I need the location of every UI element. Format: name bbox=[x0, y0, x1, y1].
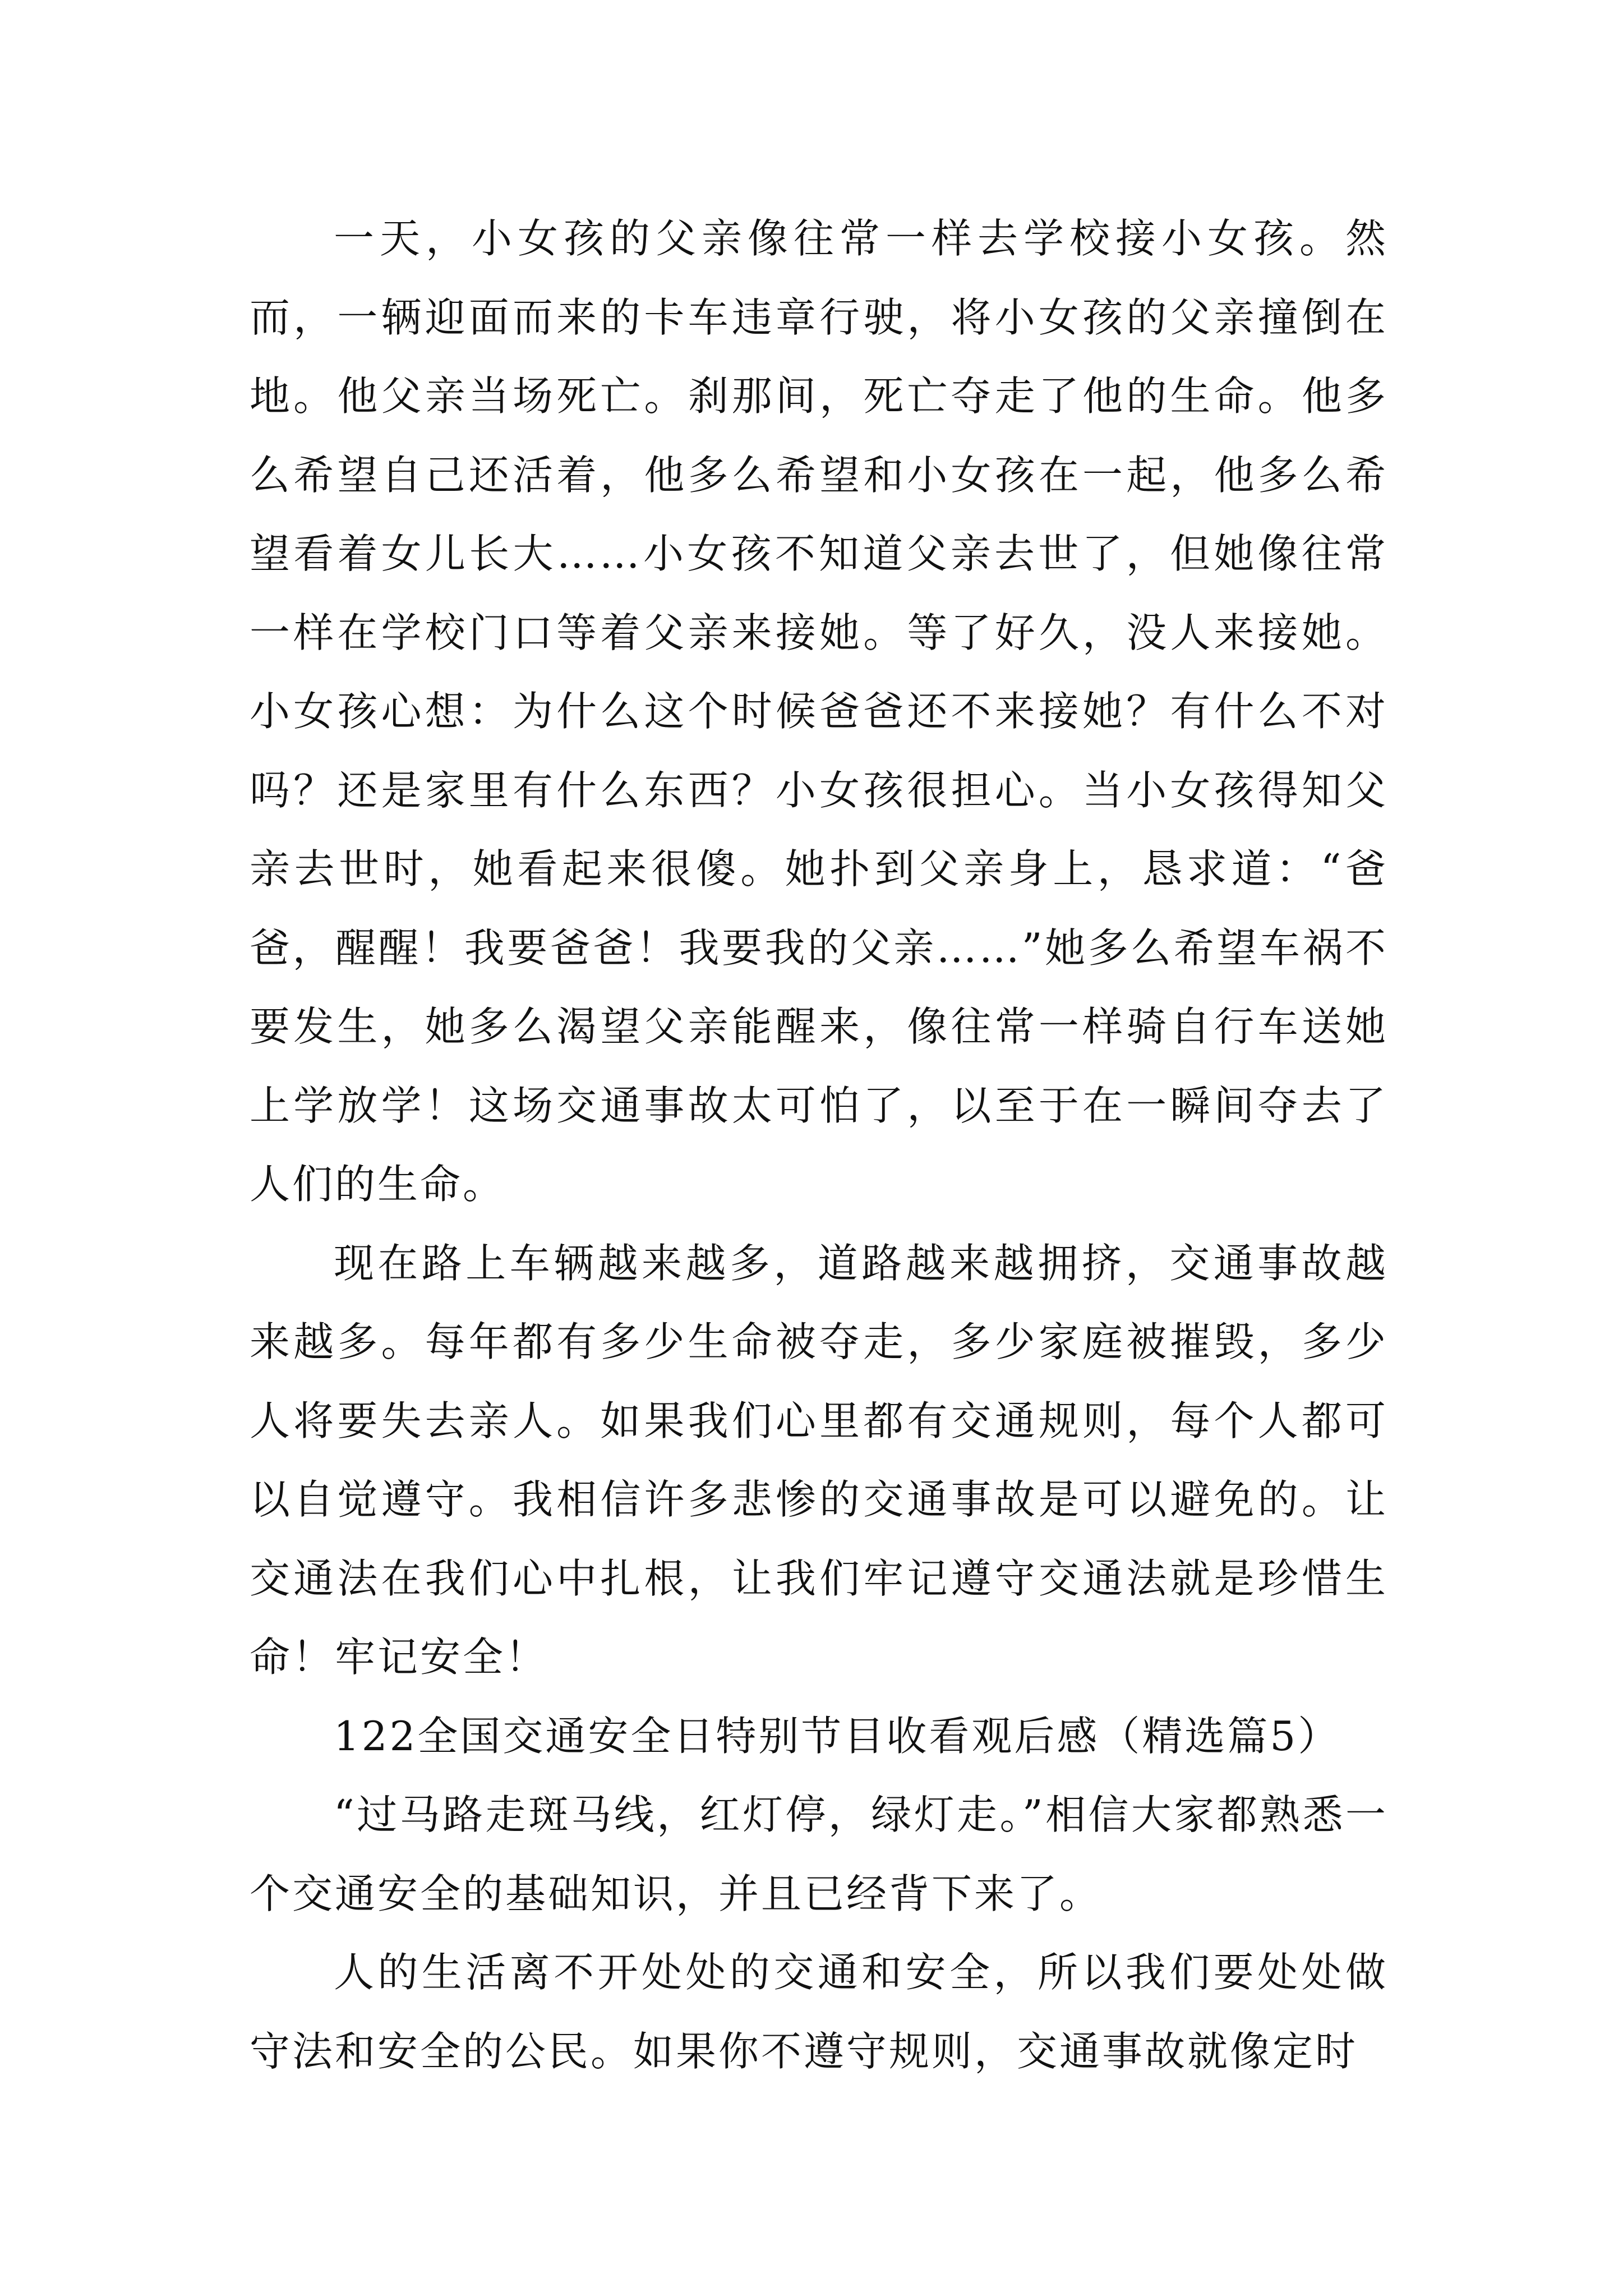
document-body bbox=[250, 199, 1388, 2091]
section-heading: 122全国交通安全日特别节目收看观后感（精选篇5） bbox=[334, 1712, 1341, 1760]
paragraph-accident-story: 一天，小女孩的父亲像往常一样去学校接小女孩。然而，一辆迎面而来的卡车违章行驶，将小女孩的父亲撞倒在地。他父亲当场死亡。刹那间，死亡夺走了他的生命。他多么希望自己还活着，他多么希望和小女孩在一起，他多么希望看着女儿长大……小女孩不知道父亲去世了，但她像往常一样在学校门口等着父亲来接她。等了好久，没人来接她。小女孩心想：为什么这个时候爸爸还不来接她？有什么不对吗？还是家里有什么东西？小女孩很担心。当小女孩得知父亲去世时，她看起来很傻。她扑到父亲身上，恳求道：“爸爸，醒醒！我要爸爸！我要我的父亲……”她多么希望车祸不要发生，她多么渴望父亲能醒来，像往常一样骑自行车送她上学放学！这场交通事故太可怕了，以至于在一瞬间夺去了人们的生命。 bbox=[250, 215, 1388, 1208]
paragraph-traffic-rules: 现在路上车辆越来越多，道路越来越拥挤，交通事故越来越多。每年都有多少生命被夺走，多少家庭被摧毁，多少人将要失去亲人。如果我们心里都有交通规则，每个人都可以自觉遵守。我相信许多悲惨的交通事故是可以避免的。让交通法在我们心中扎根，让我们牢记遵守交通法就是珍惜生命！牢记安全！ bbox=[250, 1239, 1388, 1681]
paragraph-zebra-crossing: “过马路走斑马线，红灯停，绿灯走。”相信大家都熟悉一个交通安全的基础知识，并且已经背下来了。 bbox=[250, 1791, 1388, 1917]
paragraph-law-abiding: 人的生活离不开处处的交通和安全，所以我们要处处做守法和安全的公民。如果你不遵守规则，交通事故就像定时 bbox=[250, 1949, 1388, 2075]
